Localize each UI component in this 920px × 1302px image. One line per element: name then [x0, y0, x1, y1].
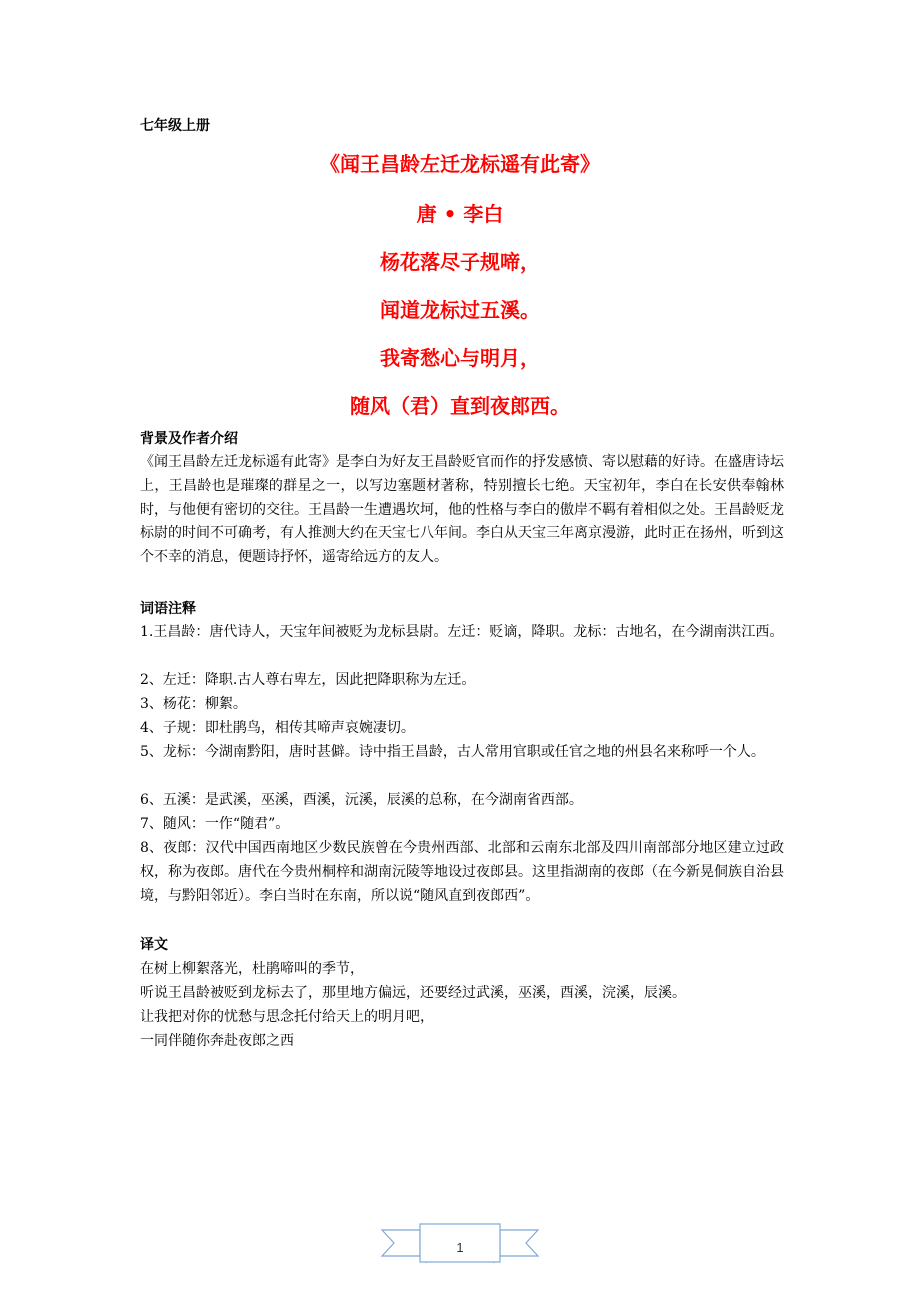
note-item-3: 3、杨花：柳絮。	[140, 696, 247, 712]
poem-author: 唐 • 李白	[416, 202, 504, 226]
translation-line-4: 一同伴随你奔赴夜郎之西	[140, 1033, 294, 1049]
background-heading: 背景及作者介绍	[140, 431, 238, 447]
note-item-5: 5、龙标：今湖南黔阳，唐时甚僻。诗中指王昌龄，古人常用官职或任官之地的州县名来称呼一个人。	[140, 744, 765, 760]
translation-line-2: 听说王昌龄被贬到龙标去了，那里地方偏远，还要经过武溪，巫溪，酉溪，浣溪，辰溪。	[140, 985, 686, 1001]
translation-heading: 译文	[140, 937, 168, 953]
background-text: 《闻王昌龄左迁龙标遥有此寄》是李白为好友王昌龄贬官而作的抒发感愤、寄以慰藉的好诗。在盛唐诗坛上，王昌龄也是璀璨的群星之一，以写边塞题材著称，特别擅长七绝。天宝初年，李白在长安供奉翰林时，与他便有密切的交往。王昌龄一生遭遇坎坷，他的性格与李白的傲岸不羁有着相似之处。王昌龄贬龙标尉的时间不可确考，有人推测大约在天宝七八年间。李白从天宝三年离京漫游，此时正在扬州，听到这个不幸的消息，便题诗抒怀，遥寄给远方的友人。	[140, 454, 784, 566]
poem-title: 《闻王昌龄左迁龙标遥有此寄》	[320, 152, 600, 176]
grade-label: 七年级上册	[140, 118, 210, 134]
poem-line-1: 杨花落尽子规啼，	[380, 250, 540, 274]
poem-line-4: 随风（君）直到夜郎西。	[350, 394, 570, 418]
poem-line-3: 我寄愁心与明月，	[380, 346, 540, 370]
note-item-4: 4、子规：即杜鹃鸟，相传其啼声哀婉凄切。	[140, 720, 415, 736]
translation-line-1: 在树上柳絮落光，杜鹃啼叫的季节，	[140, 961, 364, 977]
page-number: 1	[456, 1240, 464, 1255]
note-item-8: 8、夜郎：汉代中国西南地区少数民族曾在今贵州西部、北部和云南东北部及四川南部部分地区建立过政权，称为夜郎。唐代在今贵州桐梓和湖南沅陵等地设过夜郎县。这里指湖南的夜郎（在今新晃侗族自治县境，与黔阳邻近）。李白当时在东南，所以说“随风直到夜郎西”。	[140, 840, 784, 904]
note-item-6: 6、五溪：是武溪，巫溪，酉溪，沅溪，辰溪的总称，在今湖南省西部。	[140, 792, 583, 808]
poem-line-2: 闻道龙标过五溪。	[380, 298, 540, 322]
notes-heading: 词语注释	[140, 601, 196, 617]
translation-line-3: 让我把对你的忧愁与思念托付给天上的明月吧，	[140, 1009, 434, 1025]
note-item-2: 2、左迁：降职.古人尊右卑左，因此把降职称为左迁。	[140, 672, 476, 688]
note-item-7: 7、随风：一作“随君”。	[140, 816, 290, 832]
note-item-1: 1.王昌龄：唐代诗人，天宝年间被贬为龙标县尉。左迁：贬谪，降职。龙标：古地名，在今湖南洪江西。	[140, 624, 784, 640]
